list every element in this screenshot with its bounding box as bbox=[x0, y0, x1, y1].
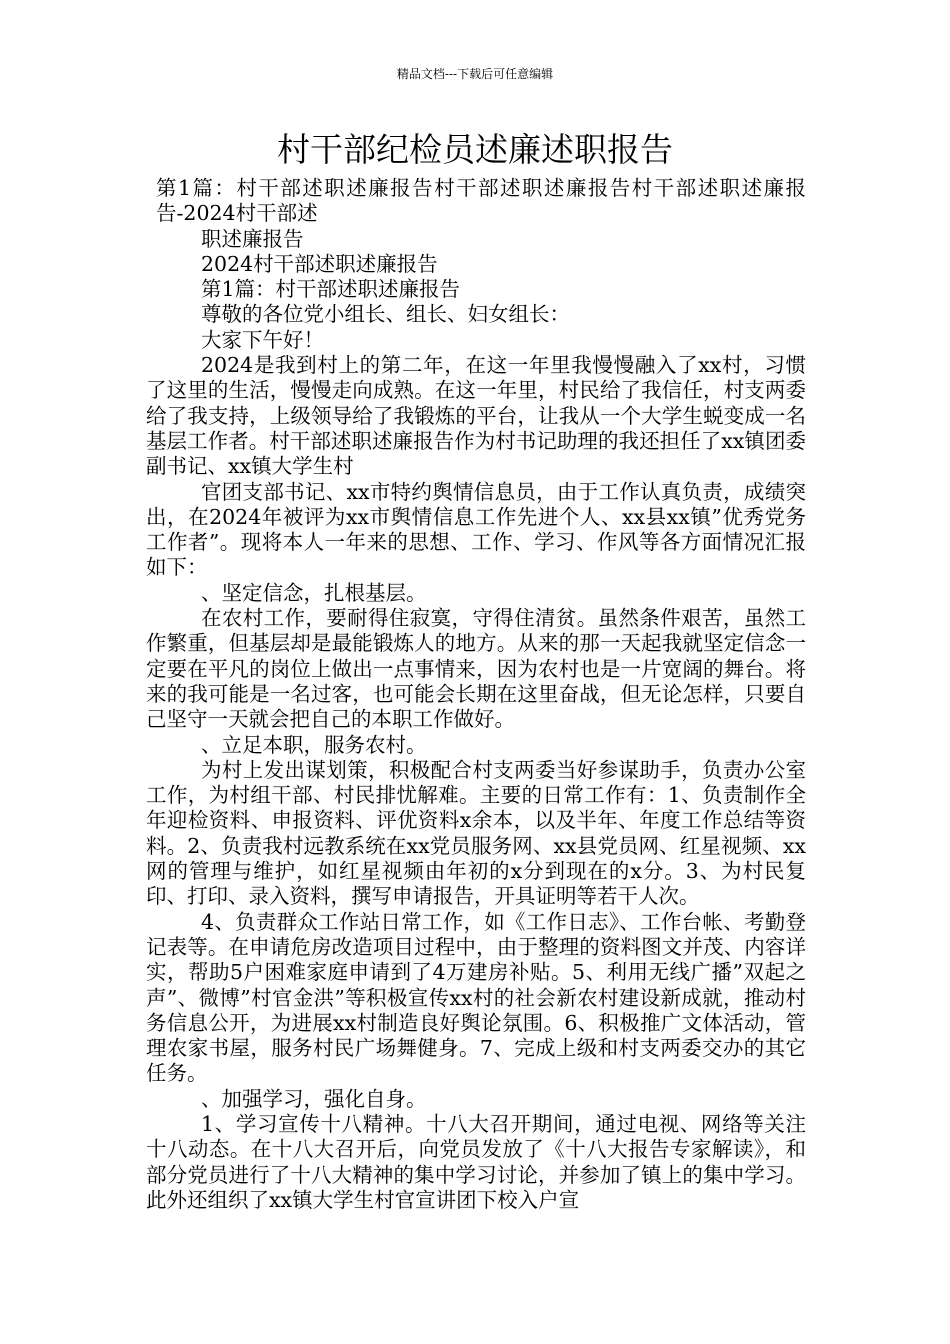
paragraph: 1、学习宣传十八精神。十八大召开期间，通过电视、网络等关注十八动态。在十八大召开后，向党员发放了《十八大报告专家解读》，和部分党员进行了十八大精神的集中学习讨论，并参加了镇上的集中学习。此外还组织了xx镇大学生村官宣讲团下校入户宣 bbox=[146, 1111, 806, 1212]
paragraph: 官团支部书记、xx市特约舆情信息员，由于工作认真负责，成绩突出，在2024年被评为xx市舆情信息工作先进个人、xx县xx镇”优秀党务工作者”。现将本人一年来的思想、工作、学习、作风等各方面情况汇报如下： bbox=[146, 479, 806, 580]
page-header: 精品文档---下载后可任意编辑 bbox=[396, 67, 554, 81]
paragraph: 2024是我到村上的第二年，在这一年里我慢慢融入了xx村，习惯了这里的生活，慢慢走向成熟。在这一年里，村民给了我信任，村支两委给了我支持，上级领导给了我锻炼的平台，让我从一个大学生蜕变成一名基层工作者。村干部述职述廉报告作为村书记助理的我还担任了xx镇团委副书记、xx镇大学生村 bbox=[146, 353, 806, 479]
section-heading: 、立足本职，服务农村。 bbox=[201, 732, 427, 757]
paragraph: 职述廉报告 bbox=[201, 226, 304, 251]
paragraph-intro: 第1篇：村干部述职述廉报告村干部述职述廉报告村干部述职述廉报告-2024村干部述 bbox=[156, 176, 806, 226]
greeting: 大家下午好！ bbox=[201, 327, 324, 352]
paragraph: 2024村干部述职述廉报告 bbox=[201, 251, 438, 276]
section-heading: 、加强学习，强化自身。 bbox=[201, 1086, 427, 1111]
section-heading: 、坚定信念，扎根基层。 bbox=[201, 580, 427, 605]
salutation: 尊敬的各位党小组长、组长、妇女组长： bbox=[201, 302, 570, 327]
paragraph: 4、负责群众工作站日常工作，如《工作日志》、工作台帐、考勤登记表等。在申请危房改造项目过程中，由于整理的资料图文并茂、内容详实，帮助5户困难家庭申请到了4万建房补贴。5、利用无线广播”双起之声”、微博”村官金洪”等积极宣传xx村的社会新农村建设新成就，推动村务信息公开，为进展xx村制造良好舆论氛围。6、积极推广文体活动，管理农家书屋，服务村民广场舞健身。7、完成上级和村支两委交办的其它任务。 bbox=[146, 909, 806, 1086]
paragraph: 为村上发出谋划策，积极配合村支两委当好参谋助手，负责办公室工作，为村组干部、村民排忧解难。主要的日常工作有：1、负责制作全年迎检资料、申报资料、评优资料x余本，以及半年、年度工作总结等资料。2、负责我村远教系统在xx党员服务网、xx县党员网、红星视频、xx网的管理与维护，如红星视频由年初的x分到现在的x分。3、为村民复印、打印、录入资料，撰写申请报告，开具证明等若干人次。 bbox=[146, 757, 806, 909]
document-body bbox=[146, 176, 806, 1213]
document-title: 村干部纪检员述廉述职报告 bbox=[277, 130, 673, 169]
paragraph: 第1篇：村干部述职述廉报告 bbox=[201, 277, 461, 302]
paragraph: 在农村工作，要耐得住寂寞，守得住清贫。虽然条件艰苦，虽然工作繁重，但基层却是最能锻炼人的地方。从来的那一天起我就坚定信念一定要在平凡的岗位上做出一点事情来，因为农村也是一片宽阔的舞台。将来的我可能是一名过客，也可能会长期在这里奋战，但无论怎样，只要自己坚守一天就会把自己的本职工作做好。 bbox=[146, 606, 806, 732]
